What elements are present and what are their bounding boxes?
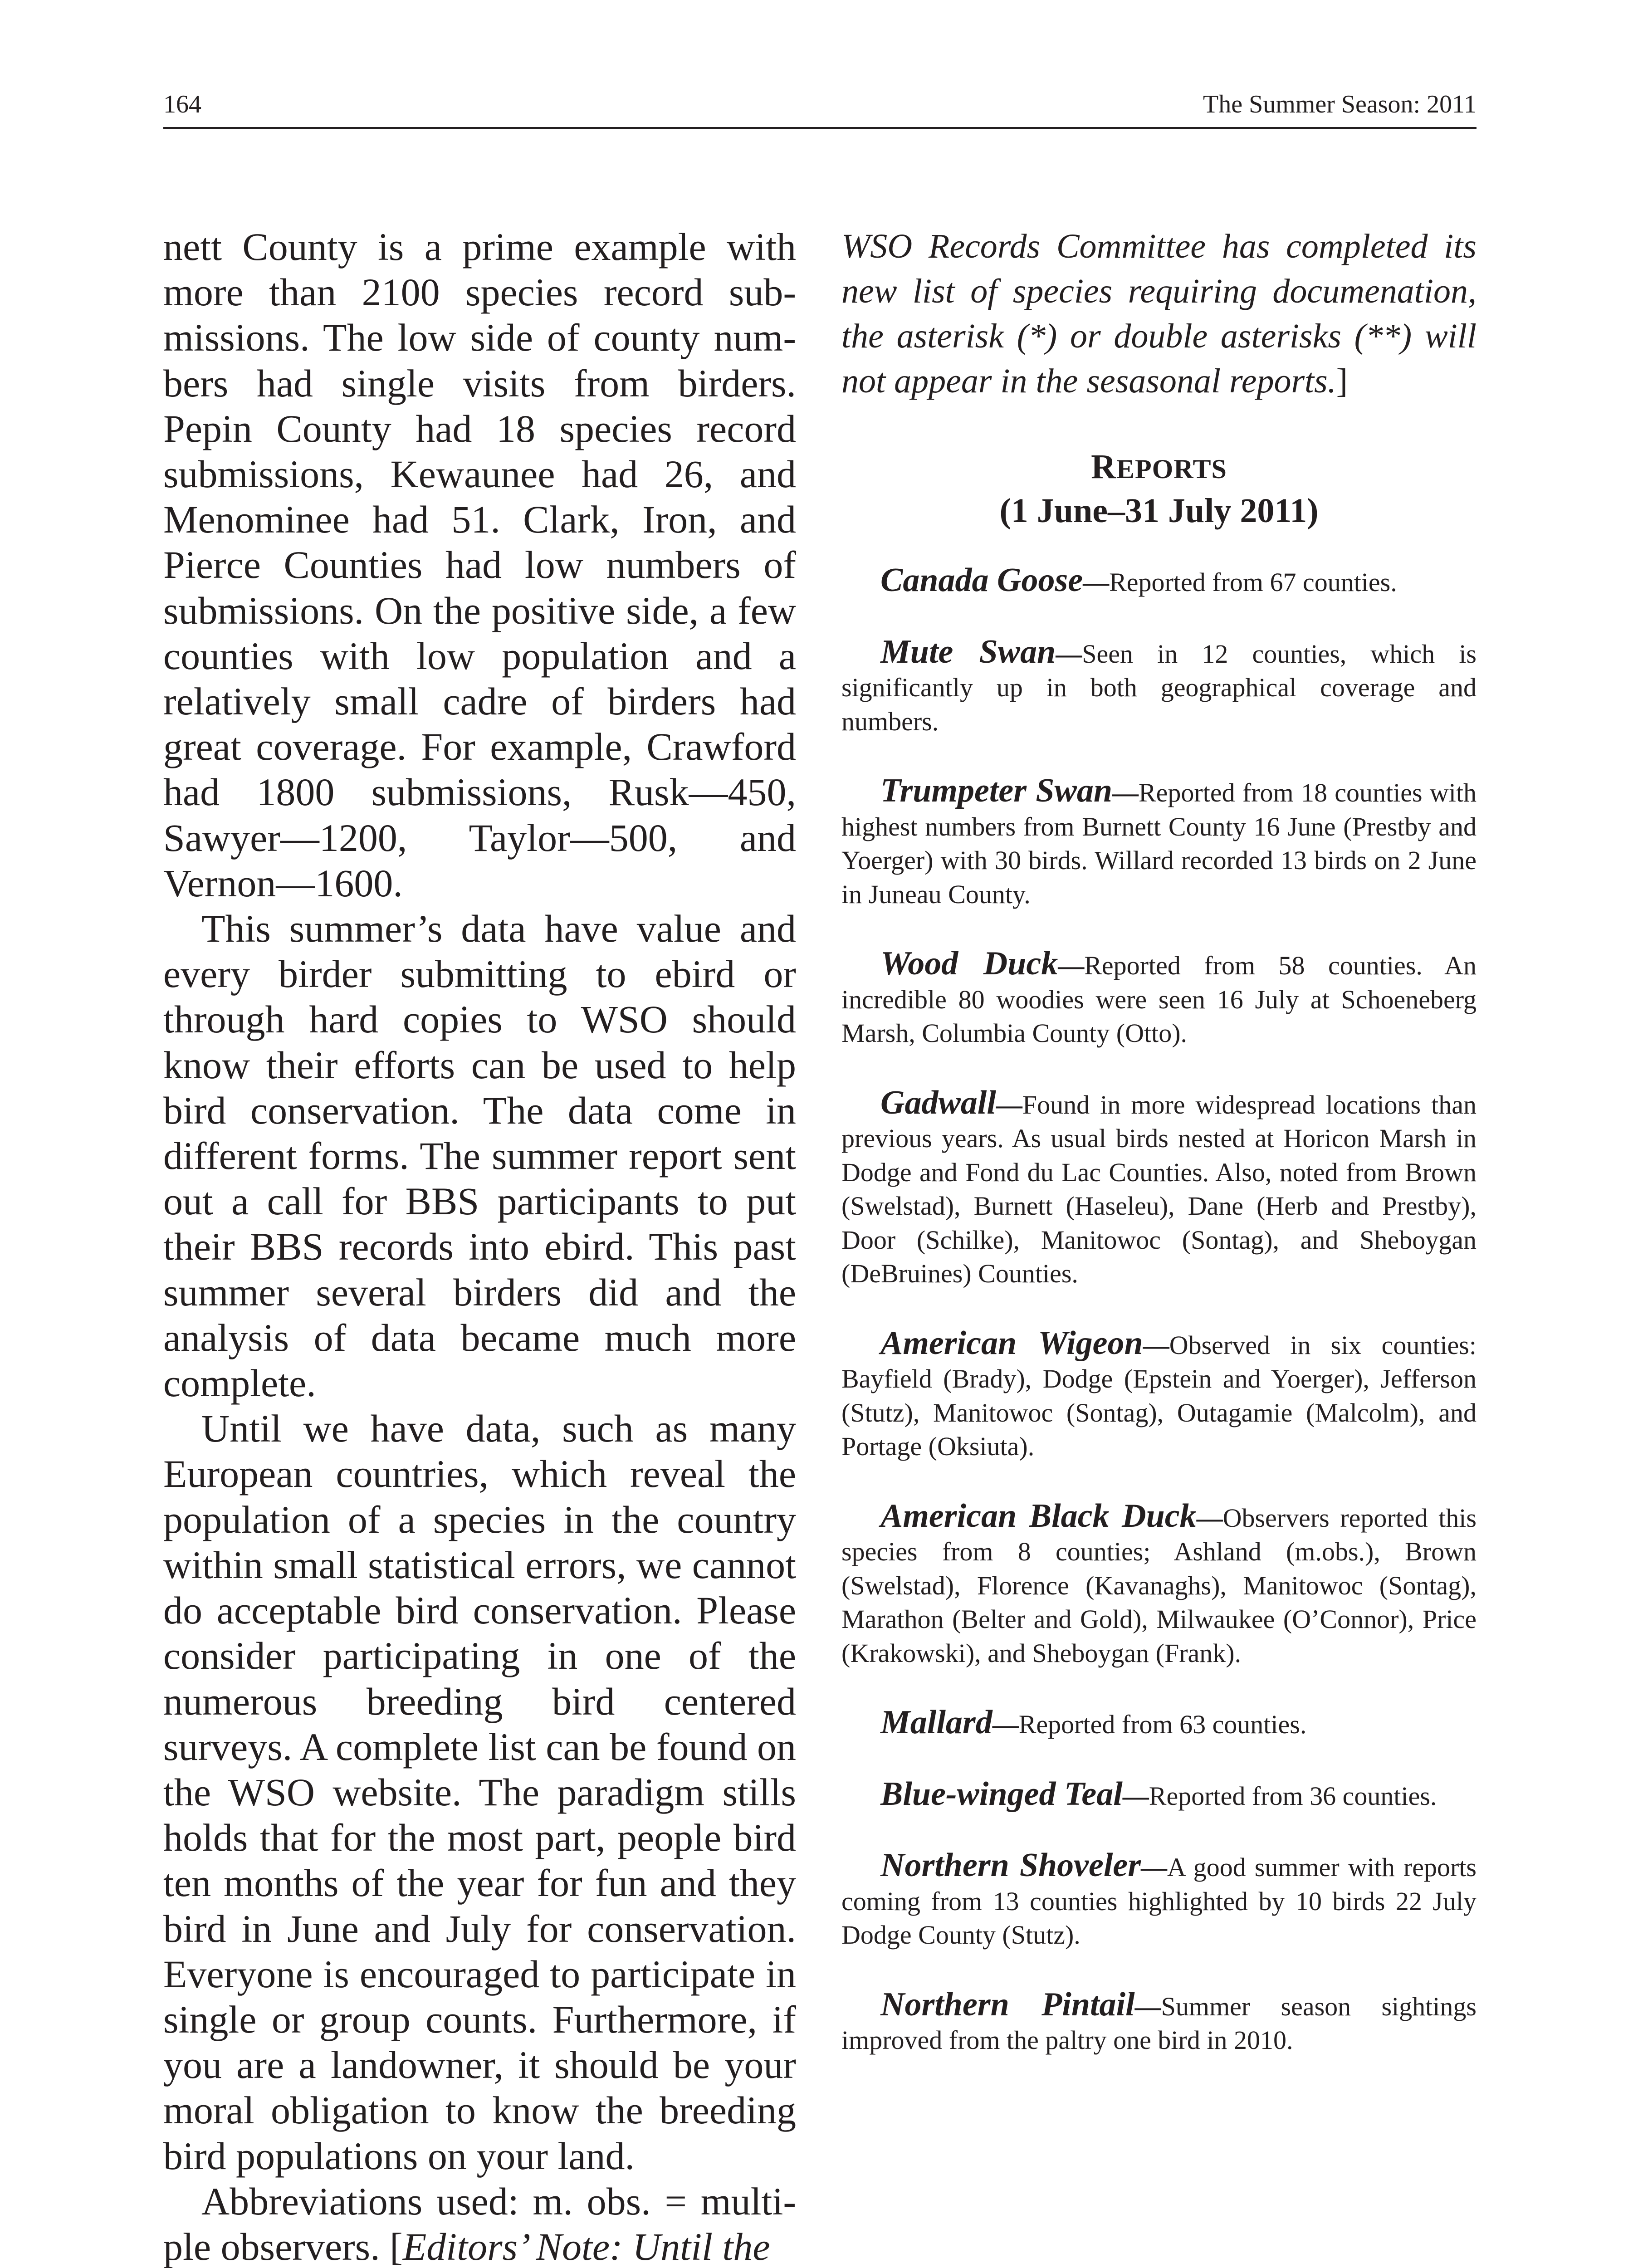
paragraph: Until we have data, such as many European countries, which reveal the population of a species in the country within small statistical errors, we cannot do acceptable bird conservation. Please consider participating in one of the numerous breeding bird centered surveys. A complete list can be found on the WSO website. The paradigm stills holds that for the most part, people bird ten months of the year for fun and they bird in June and July for conservation. Everyone is encouraged to participate in single or group counts. Furthermore, if you are a landowner, it should be your moral obligation to know the breeding bird populations on your land. xyxy=(163,1407,796,2178)
paragraph: This summer’s data have value and every birder submitting to ebird or through hard copies to WSO should know their efforts can be used to help bird conservation. The data come in different forms. The summer report sent out a call for BBS participants to put their BBS records into ebird. This past summer several birders did and the analysis of data became much more complete. xyxy=(163,907,796,1405)
species-entry xyxy=(841,1706,1477,1742)
editors-note-text: WSO Records Committee has completed its new list of species requiring documenation, the asterisk (*) or double asterisks (**) will not appear in the sesasonal reports. xyxy=(841,227,1477,400)
species-entry xyxy=(841,1086,1477,1291)
species-name: Gadwall — xyxy=(841,1084,1022,1121)
species-name: Mute Swan — xyxy=(841,633,1082,670)
reports-dates: (1 June–31 July 2011) xyxy=(999,492,1319,530)
species-entry xyxy=(841,1777,1477,1813)
species-entry xyxy=(841,563,1477,600)
species-name: Canada Goose — xyxy=(841,562,1109,599)
species-text: Observers reported this species from 8 counties; Ashland (m.obs.), Brown (Swelstad), Florence (Kavanaghs), Manitowoc (Sontag), Marathon (Belter and Gold), Milwaukee (O’Connor), Price (Krakowski), and Sheboygan (Frank). xyxy=(841,1503,1477,1668)
running-head: The Summer Season: 2011 xyxy=(1203,90,1477,118)
species-entries xyxy=(841,563,1477,2058)
abbreviations-paragraph xyxy=(163,2179,796,2268)
species-name: American Wigeon — xyxy=(841,1325,1169,1362)
editors-note-start: Editors’ Note: Until the xyxy=(402,2224,770,2268)
species-text: Reported from 58 counties. An incredible 80 woodies were seen 16 July at Schoeneberg Marsh, Columbia County (Otto). xyxy=(841,951,1477,1048)
species-entry xyxy=(841,1326,1477,1464)
species-text: Summer season sightings improved from the paltry one bird in 2010. xyxy=(841,1991,1477,2055)
editors-note-close-bracket: ] xyxy=(1336,362,1348,400)
right-column xyxy=(841,224,1477,2058)
species-entry xyxy=(841,635,1477,739)
reports-heading xyxy=(841,449,1477,533)
species-entry xyxy=(841,1985,1477,2058)
species-entry xyxy=(841,947,1477,1051)
species-entry xyxy=(841,1848,1477,1952)
page-header xyxy=(163,86,1477,129)
species-text: Observed in six counties: Bayfield (Brady), Dodge (Epstein and Yoerger), Jefferson (Stutz), Manitowoc (Sontag), Outagamie (Malcolm), and Portage (Oksiuta). xyxy=(841,1330,1477,1461)
species-text: Reported from 67 counties. xyxy=(1109,567,1397,597)
species-name: Trumpeter Swan — xyxy=(841,772,1139,809)
paragraph: nett County is a prime example with more than 2100 species record submissions. The low side of county numbers had single visits from birders. Pepin County had 18 species record submissions, Kewaunee had 26, and Menominee had 51. Clark, Iron, and Pierce Counties had low numbers of submissions. On the positive side, a few counties with low population and a relatively small cadre of birders had great coverage. For example, Crawford had 1800 submissions, Rusk—450, Sawyer—1200, Taylor—500, and Vernon—1600. xyxy=(163,225,796,905)
left-column xyxy=(163,224,796,2268)
reports-title: REPORTS xyxy=(1091,448,1227,486)
species-entry xyxy=(841,1499,1477,1671)
species-name: Northern Pintail — xyxy=(841,1986,1161,2023)
species-text: Reported from 63 counties. xyxy=(1018,1710,1307,1739)
species-text: Found in more widespread locations than previous years. As usual birds nested at Horicon Marsh in Dodge and Fond du Lac Counties. Also, noted from Brown (Swelstad), Burnett (Haseleu), Dane (Herb and Prestby), Door (Schilke), Manitowoc (Sontag), and Sheboygan (DeBruines) Counties. xyxy=(841,1090,1477,1288)
species-name: Blue-winged Teal — xyxy=(841,1775,1149,1813)
species-text: Reported from 18 counties with highest numbers from Burnett County 16 June (Prestby and Yoerger) with 30 birds. Willard recorded 13 birds on 2 June in Juneau County. xyxy=(841,778,1477,909)
species-entry xyxy=(841,774,1477,911)
species-name: Northern Shoveler — xyxy=(841,1847,1167,1884)
species-text: Reported from 36 counties. xyxy=(1149,1781,1437,1811)
editors-note-continued xyxy=(841,224,1477,404)
page-number: 164 xyxy=(163,90,201,118)
species-text: Seen in 12 counties, which is significantly up in both geographical coverage and numbers. xyxy=(841,639,1477,736)
species-name: Mallard — xyxy=(841,1704,1019,1741)
species-name: American Black Duck — xyxy=(841,1497,1223,1535)
abbreviations-text: Abbreviations used: m. obs. = multiple observers. [ xyxy=(163,2179,796,2268)
species-text: A good summer with reports coming from 13 counties highlighted by 10 birds 22 July Dodge County (Stutz). xyxy=(841,1853,1477,1950)
species-name: Wood Duck — xyxy=(841,945,1084,982)
